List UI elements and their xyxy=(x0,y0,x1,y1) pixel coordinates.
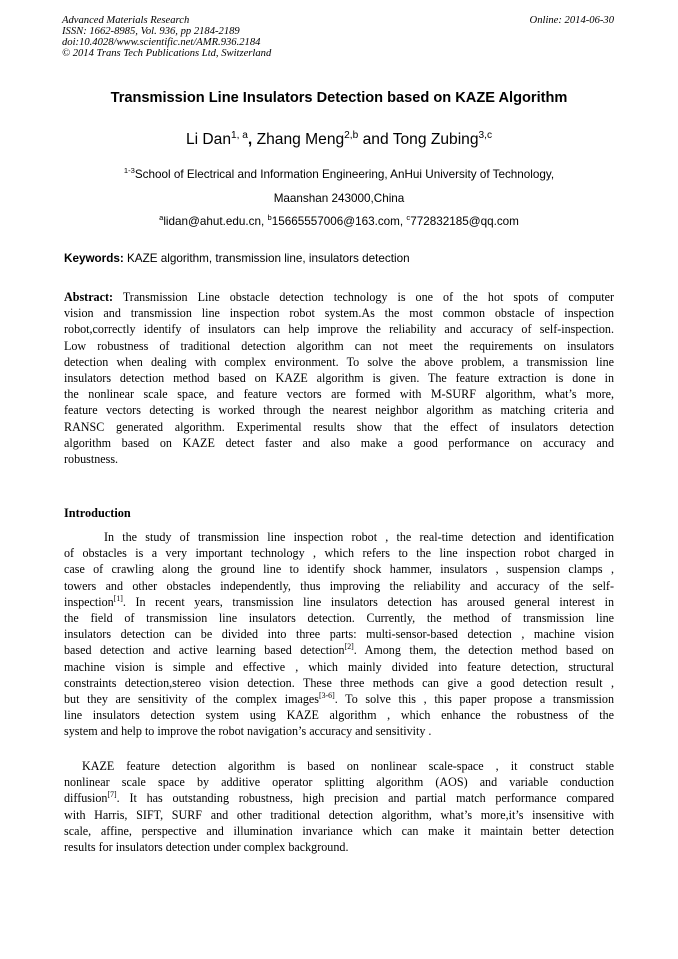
abstract-line: the nonlinear scale space, and feature vectors are formed with M-SURF algorithm, what’s more, xyxy=(64,387,614,402)
affiliation-line-2: Maanshan 243000,China xyxy=(273,192,405,205)
journal-header xyxy=(62,15,271,59)
paragraph-text: based detection and active learning based detection xyxy=(64,643,345,658)
abstract-text: Transmission Line obstacle detection technology is one of the hot spots of computer xyxy=(113,290,614,304)
keywords-label: Keywords: xyxy=(64,252,124,265)
paragraph-line: KAZE feature detection algorithm is based on nonlinear scale-space , it construct stable xyxy=(82,759,614,773)
paragraph-line xyxy=(64,642,614,658)
paragraph-line: scale, affine, perspective and illumination invariance which can make it maintain better detection xyxy=(64,823,614,838)
email-mark: c xyxy=(406,213,411,223)
abstract-line: robustness. xyxy=(64,451,119,466)
paragraph-text: diffusion xyxy=(64,791,108,806)
paragraph-line xyxy=(64,691,614,707)
author-name: Li Dan xyxy=(185,131,232,148)
paragraph-line: results for insulators detection under complex background. xyxy=(64,839,349,854)
email-link[interactable]: 15665557006@163.com xyxy=(271,215,400,228)
paragraph-line: nonlinear scale space by additive operator splitting algorithm (AOS) and variable conduction xyxy=(64,775,614,790)
abstract xyxy=(64,289,614,467)
abstract-line: vision and transmission line inspection robot system.As the most common obstacle of inspection xyxy=(64,306,614,321)
keywords-text: KAZE algorithm, transmission line, insulators detection xyxy=(123,252,410,265)
author-affil-mark: 3,c xyxy=(478,129,493,141)
author-and: and xyxy=(362,131,389,148)
paragraph-line: system and help to improve the robot navigation’s accuracy and sensitivity . xyxy=(64,724,432,739)
author-name: Zhang Meng xyxy=(256,131,345,148)
author-list xyxy=(0,131,678,149)
affiliation-text: School of Electrical and Information Engineering, AnHui University of Technology, xyxy=(134,168,555,181)
abstract-line: Low robustness of traditional detection algorithm can not meet the requirements on insulators xyxy=(64,338,614,353)
citation-ref[interactable]: [7] xyxy=(107,790,117,800)
abstract-line: RANSC generated algorithm. Experimental results show that the effect of insulators detection xyxy=(64,419,614,434)
paragraph-line: towers and other obstacles independently, thus improving the reliability and accuracy of the self- xyxy=(64,578,614,593)
citation-ref[interactable]: [3-6] xyxy=(318,690,335,700)
abstract-label: Abstract: xyxy=(64,290,114,304)
citation-ref[interactable]: [1] xyxy=(113,593,123,603)
paragraph-line: of obstacles is a very important technology , which refers to the line inspection robot charged in xyxy=(64,546,614,561)
paragraph-line: case of crawling along the ground line to identify shock hammer, insulators , suspension clamps , xyxy=(64,562,614,577)
paper-title: Transmission Line Insulators Detection based on KAZE Algorithm xyxy=(110,90,568,106)
author-emails: $^a$lidan@ahut.edu.cn, $^b$15665557006@163.com, $^c$772832185@qq.com xyxy=(159,213,519,228)
paragraph-line: In the study of transmission line inspection robot , the real-time detection and identification xyxy=(104,530,614,544)
online-date: Online: 2014-06-30 xyxy=(529,15,614,26)
paragraph-text: . Among them, the detection method based on xyxy=(353,643,614,658)
author-separator: , xyxy=(247,131,253,148)
abstract-line: algorithm based on KAZE detect faster and also make a good performance on accuracy and xyxy=(64,435,614,450)
email-link[interactable]: lidan@ahut.edu.cn xyxy=(163,215,261,228)
paragraph-text: . In recent years, transmission line insulators detection has aroused general interest in xyxy=(122,594,614,609)
paragraph-line: machine vision is simple and effective , which mainly divided into feature detection, structural xyxy=(64,659,614,674)
paragraph-text: inspection xyxy=(64,594,114,609)
abstract-line: robot,correctly identify of insulators can help improve the reliability and accuracy of self-inspection. xyxy=(64,322,614,337)
journal-doi: doi:10.4028/www.scientific.net/AMR.936.2184 xyxy=(62,37,261,48)
paragraph-text: . To solve this , this paper propose a transmission xyxy=(334,691,614,706)
paragraph-line xyxy=(64,594,614,610)
keywords xyxy=(64,252,410,265)
paragraph-line: constraints detection,stereo vision detection. These three methods can give a good detection result , xyxy=(64,675,614,690)
paragraph-line xyxy=(64,790,614,806)
citation-ref[interactable]: [2] xyxy=(344,642,354,652)
affiliation-mark: 1-3 xyxy=(123,166,135,176)
affiliation-line-1 xyxy=(0,168,678,181)
email-link[interactable]: 772832185@qq.com xyxy=(410,215,519,228)
author-name: Tong Zubing xyxy=(392,131,479,148)
email-mark: b xyxy=(267,213,272,223)
abstract-line: feature vectors detecting is worked through the nearest neighbor algorithm as matching criteria and xyxy=(64,403,614,418)
paragraph-text: but they are sensitivity of the complex images xyxy=(64,691,319,706)
paragraph-line: insulators detection can be divided into three parts: multi-sensor-based detection , machine vision xyxy=(64,627,614,642)
journal-copyright: © 2014 Trans Tech Publications Ltd, Switzerland xyxy=(62,48,272,59)
introduction-paragraph-2 xyxy=(64,758,614,855)
paragraph-text: . It has outstanding robustness, high precision and partial match performance compared xyxy=(116,791,614,806)
paragraph-line: line insulators detection system using KAZE algorithm , which enhance the robustness of the xyxy=(64,708,614,723)
journal-issn: ISSN: 1662-8985, Vol. 936, pp 2184-2189 xyxy=(62,26,240,37)
paragraph-line: the field of transmission line insulators detection. Currently, the method of transmission line xyxy=(64,610,614,625)
abstract-line: insulators detection method based on KAZE algorithm is given. The feature extraction is done in xyxy=(64,370,614,385)
email-mark: a xyxy=(159,213,164,223)
paragraph-line: with Harris, SIFT, SURF and other traditional detection algorithm, what’s more,it’s insensitive with xyxy=(64,807,614,822)
journal-name: Advanced Materials Research xyxy=(62,15,190,26)
abstract-line xyxy=(64,289,614,305)
abstract-line: detection when dealing with complex environment. To solve the above problem, a transmission line xyxy=(64,354,614,369)
author-affil-mark: 1, a xyxy=(231,129,248,141)
section-heading-introduction: Introduction xyxy=(64,506,131,520)
introduction-paragraph-1 xyxy=(64,529,614,739)
author-affil-mark: 2,b xyxy=(344,129,359,141)
